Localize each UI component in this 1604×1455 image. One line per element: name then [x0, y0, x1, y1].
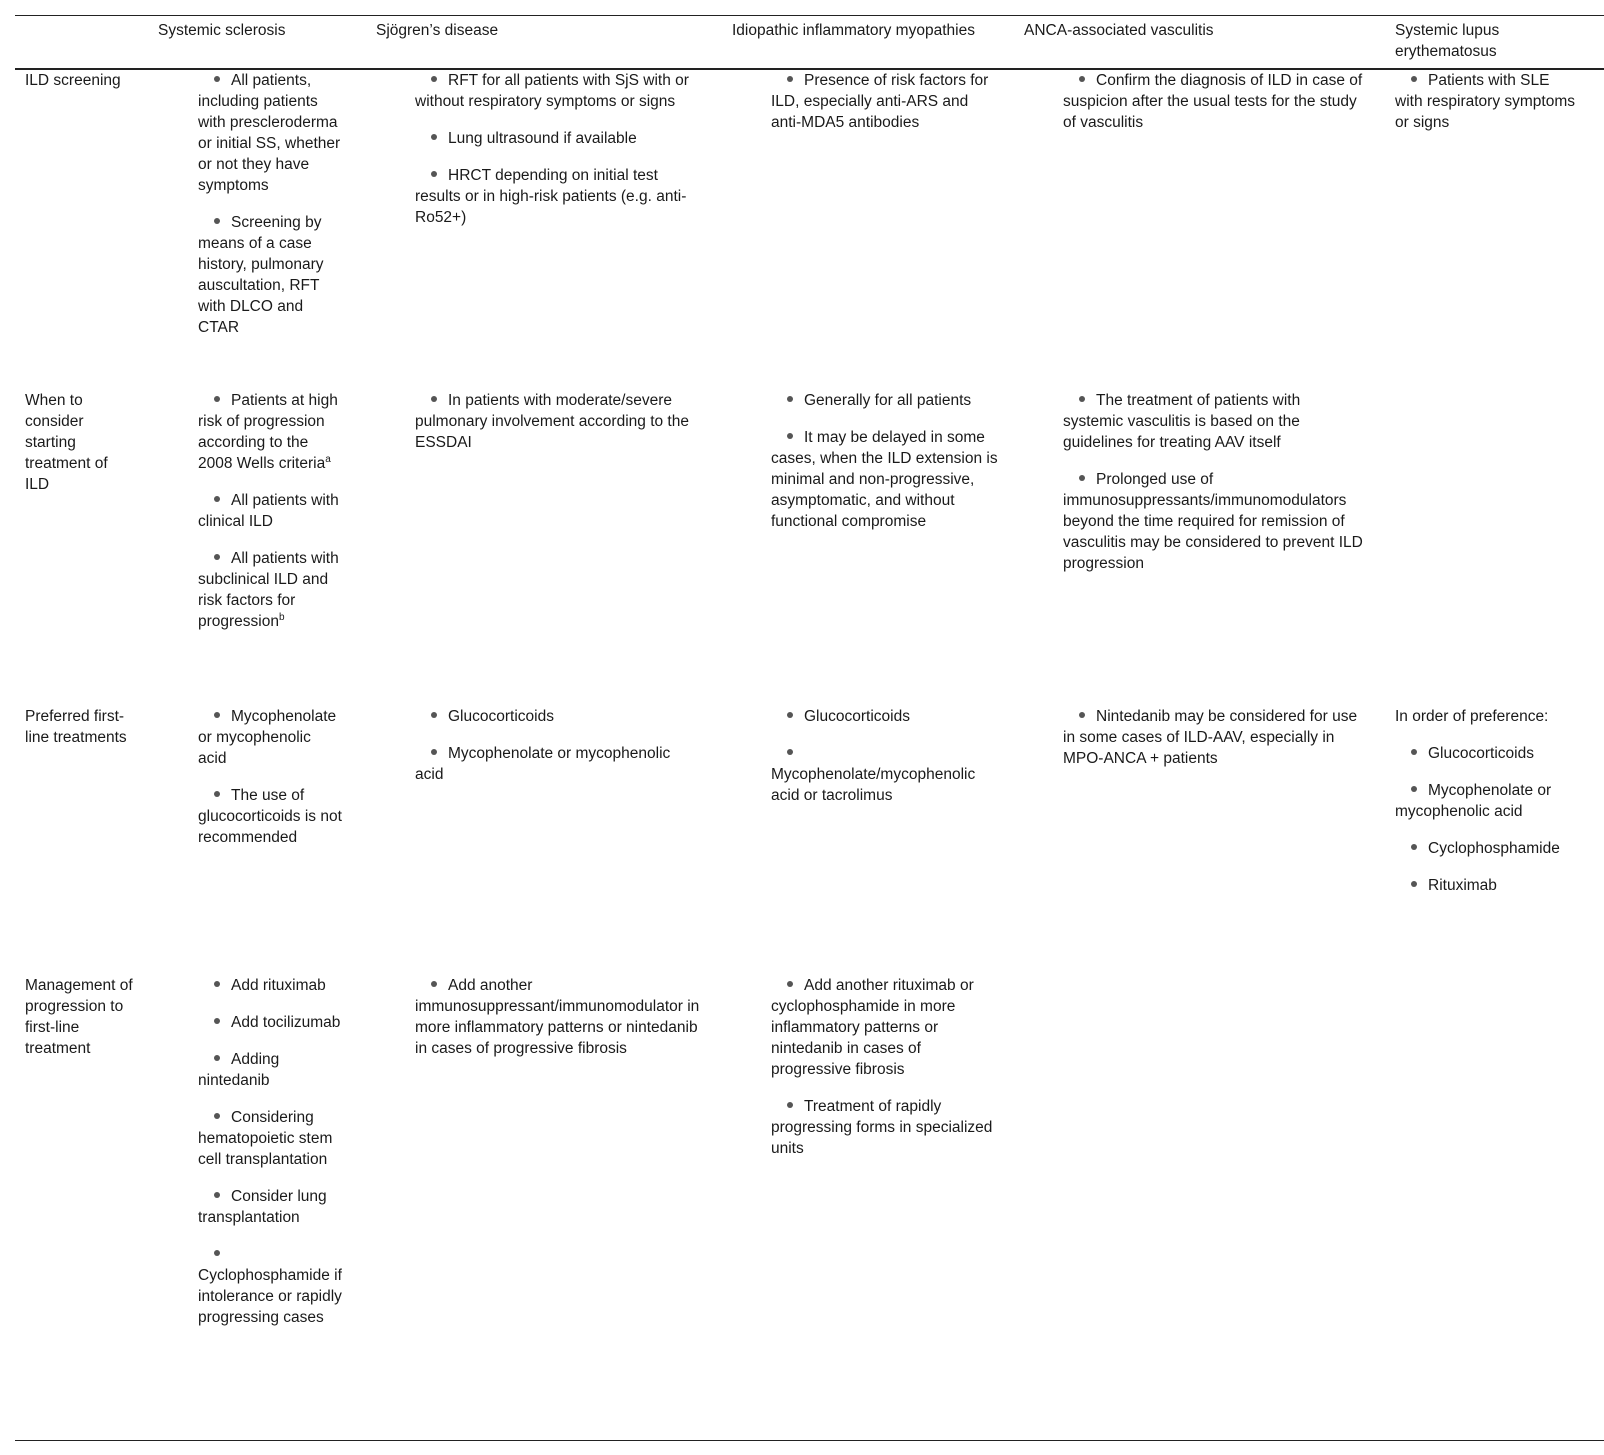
list-item: [198, 548, 343, 632]
cell-when-sjs: [415, 390, 700, 469]
list-item: Mycophenolate or mycophenolic acid: [415, 743, 700, 785]
bullet-list: [1063, 706, 1363, 769]
cell-first-line-iim: [771, 706, 1001, 822]
list-item-text: Patients at high risk of progression according to the 2008 Wells criteria: [198, 392, 338, 472]
bullet-list: [415, 70, 700, 228]
list-item: Patients with SLE with respiratory symptoms or signs: [1395, 72, 1576, 131]
cell-screening-sle: [1395, 70, 1575, 149]
preference-intro: In order of preference:: [1395, 708, 1549, 725]
row-label-ild-screening: ILD screening: [25, 72, 121, 89]
bullet-list: [771, 975, 1001, 1159]
footnote-marker-a: a: [325, 453, 331, 465]
bullet-list: [771, 70, 1001, 133]
header-lupus: Systemic lupus erythematosus: [1395, 22, 1500, 60]
bullet-list: [1063, 70, 1363, 133]
header-anca-vasculitis: ANCA-associated vasculitis: [1024, 22, 1214, 39]
list-item: All patients, including patients with prescleroderma or initial SS, whether or not they have symptoms: [198, 70, 343, 196]
header-inflammatory-myopathies: Idiopathic inflammatory myopathies: [732, 22, 975, 39]
bullet-list: [1063, 390, 1363, 574]
header-systemic-sclerosis: Systemic sclerosis: [158, 22, 286, 39]
list-item: Cyclophosphamide: [1395, 838, 1575, 859]
list-item: Rituximab: [1395, 875, 1575, 896]
table-top-rule: [15, 15, 1604, 16]
bullet-list: [1395, 70, 1575, 133]
list-item: Cyclophosphamide if intolerance or rapidly progressing cases: [198, 1244, 343, 1328]
cell-first-line-ss: [198, 706, 343, 864]
bullet-list: [771, 390, 1001, 532]
bullet-list: [198, 975, 343, 1328]
header-sjogrens-disease: Sjögren’s disease: [376, 22, 499, 39]
list-item: [198, 390, 343, 474]
list-item: RFT for all patients with SjS with or without respiratory symptoms or signs: [415, 70, 700, 112]
row-label-progression: Management of progression to first-line treatment: [25, 977, 133, 1057]
bullet-list: [415, 390, 700, 453]
list-item: The use of glucocorticoids is not recommended: [198, 787, 342, 846]
list-item: Add rituximab: [198, 975, 343, 996]
bullet-list: [415, 706, 700, 785]
cell-when-aav: [1063, 390, 1363, 590]
bullet-list: [771, 706, 1001, 806]
cell-progression-iim: [771, 975, 1001, 1175]
row-label-first-line: Preferred first-line treatments: [25, 708, 127, 746]
list-item: The treatment of patients with systemic vasculitis is based on the guidelines for treating AAV itself: [1063, 390, 1363, 453]
list-item: Consider lung transplantation: [198, 1186, 343, 1228]
list-item: Adding nintedanib: [198, 1049, 343, 1091]
cell-when-iim: [771, 390, 1001, 548]
list-item: In patients with moderate/severe pulmonary involvement according to the ESSDAI: [415, 390, 700, 453]
list-item: Treatment of rapidly progressing forms in specialized units: [771, 1096, 1001, 1159]
list-item: Considering hematopoietic stem cell transplantation: [198, 1107, 343, 1170]
bullet-list: [198, 706, 343, 848]
list-item-text: All patients with subclinical ILD and risk factors for progression: [198, 550, 339, 630]
cell-screening-iim: [771, 70, 1001, 149]
cell-progression-sjs: [415, 975, 700, 1075]
bullet-list: [415, 975, 700, 1059]
bullet-list: [198, 70, 343, 338]
row-label-when-to-start: When to consider starting treatment of ILD: [25, 392, 108, 493]
list-item: Add another immunosuppressant/immunomodulator in more inflammatory patterns or nintedanib in cases of progressive fibrosis: [415, 977, 700, 1057]
cell-progression-ss: [198, 975, 343, 1344]
list-item: Mycophenolate/mycophenolic acid or tacrolimus: [771, 743, 1001, 806]
list-item: Generally for all patients: [771, 390, 1001, 411]
list-item: Add another rituximab or cyclophosphamide in more inflammatory patterns or nintedanib in cases of progressive fibrosis: [771, 975, 1001, 1080]
list-item: Lung ultrasound if available: [415, 128, 700, 149]
cell-screening-ss: [198, 70, 343, 354]
cell-first-line-sle: [1395, 706, 1575, 912]
cell-first-line-aav: [1063, 706, 1363, 785]
list-item: Confirm the diagnosis of ILD in case of suspicion after the usual tests for the study of vasculitis: [1063, 72, 1363, 131]
list-item: All patients with clinical ILD: [198, 490, 343, 532]
list-item: Mycophenolate or mycophenolic acid: [1395, 780, 1575, 822]
bullet-list: [1395, 743, 1575, 896]
cell-first-line-sjs: [415, 706, 700, 801]
list-item: Add tocilizumab: [198, 1012, 343, 1033]
list-item: Nintedanib may be considered for use in some cases of ILD-AAV, especially in MPO-ANCA + patients: [1063, 706, 1363, 769]
list-item: Prolonged use of immunosuppressants/immunomodulators beyond the time required for remission of vasculitis may be considered to prevent ILD progression: [1063, 471, 1363, 572]
list-item: Screening by means of a case history, pulmonary auscultation, RFT with DLCO and CTAR: [198, 212, 343, 338]
footnote-marker-b: b: [279, 611, 285, 623]
list-item: HRCT depending on initial test results or in high-risk patients (e.g. anti-Ro52+): [415, 165, 700, 228]
table-bottom-rule: [15, 1440, 1604, 1441]
list-item: Mycophenolate or mycophenolic acid: [198, 706, 343, 769]
bullet-list: [198, 390, 343, 632]
list-item: Glucocorticoids: [1395, 743, 1575, 764]
cell-screening-aav: [1063, 70, 1363, 149]
list-item: Glucocorticoids: [415, 706, 700, 727]
cell-screening-sjs: [415, 70, 700, 244]
list-item: Glucocorticoids: [771, 706, 1001, 727]
cell-when-ss: [198, 390, 343, 648]
list-item: Presence of risk factors for ILD, especially anti-ARS and anti-MDA5 antibodies: [771, 70, 1001, 133]
list-item: It may be delayed in some cases, when the ILD extension is minimal and non-progressive, asymptomatic, and without functional compromise: [771, 427, 1001, 532]
